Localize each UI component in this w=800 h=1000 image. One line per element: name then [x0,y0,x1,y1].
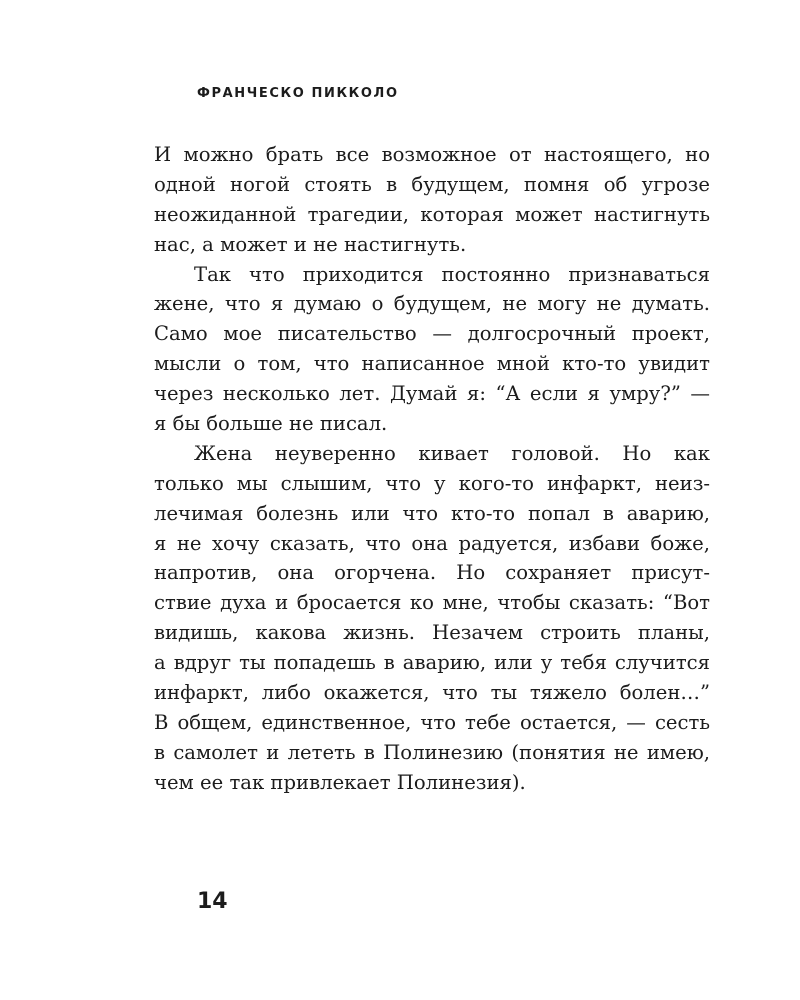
text-line: нас, а может и не настигнуть. [154,232,467,256]
paragraph [154,140,710,260]
text-line: в самолет и лететь в Полинезию (понятия не имею, [154,740,710,764]
text-line: напротив, она огорчена. Но сохраняет присут- [154,561,710,585]
page-number: 14 [197,889,228,914]
text-line: ствие духа и бросается ко мне, чтобы сказать: “Вот [154,591,710,615]
text-line: В общем, единственное, что тебе остается, — сесть [154,710,710,734]
text-line: через несколько лет. Думай я: “А если я умру?” — [154,382,710,406]
text-line: жене, что я думаю о будущем, не могу не думать. [154,292,710,316]
text-line: а вдруг ты попадешь в аварию, или у тебя случится [154,651,710,675]
text-line: я бы больше не писал. [154,412,388,436]
paragraph [154,260,710,439]
text-line: лечимая болезнь или что кто-то попал в аварию, [154,501,710,525]
text-line: видишь, какова жизнь. Незачем строить планы, [154,621,710,645]
text-line: И можно брать все возможное от настоящего, но [154,143,710,166]
body-text [154,140,710,798]
text-line: Само мое писательство — долгосрочный проект, [154,322,710,346]
running-head-author: ФРАНЧЕСКО ПИККОЛО [197,86,399,101]
paragraph [154,439,710,798]
text-line: Так что приходится постоянно признаваться [194,262,710,286]
text-line: Жена неуверенно кивает головой. Но как [194,441,710,465]
text-line: одной ногой стоять в будущем, помня об угрозе [154,172,710,196]
text-line: инфаркт, либо окажется, что ты тяжело болен…” [154,681,710,705]
text-line: чем ее так привлекает Полинезия). [154,770,526,794]
text-line: неожиданной трагедии, которая может настигнуть [154,202,710,226]
text-line: только мы слышим, что у кого-то инфаркт, неиз- [154,471,710,495]
text-line: я не хочу сказать, что она радуется, избави боже, [154,531,710,555]
text-line: мысли о том, что написанное мной кто-то увидит [154,352,710,376]
